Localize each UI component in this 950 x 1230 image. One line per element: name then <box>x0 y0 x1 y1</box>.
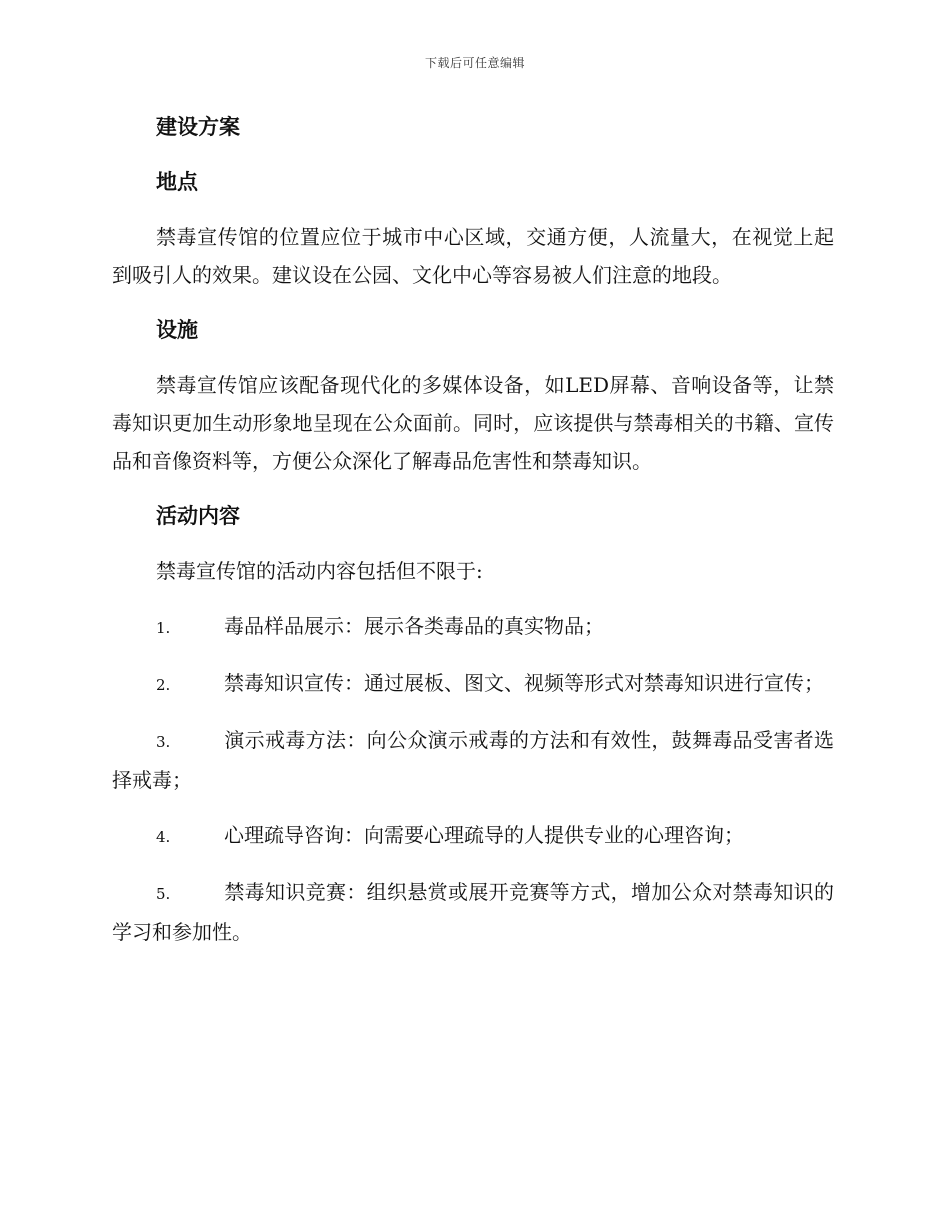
list-item <box>112 721 834 799</box>
facilities-paragraph: 禁毒宣传馆应该配备现代化的多媒体设备，如LED屏幕、音响设备等，让禁毒知识更加生动形象地呈现在公众面前。同时，应该提供与禁毒相关的书籍、宣传品和音像资料等，方便公众深化了解毒品危害性和禁毒知识。 <box>112 373 834 473</box>
list-number: 1. <box>156 619 171 637</box>
list-item <box>112 873 834 951</box>
list-item-text: 禁毒知识竞赛：组织悬赏或展开竞赛等方式，增加公众对禁毒知识的学习和参加性。 <box>112 880 834 944</box>
list-item-text: 演示戒毒方法：向公众演示戒毒的方法和有效性，鼓舞毒品受害者选择戒毒； <box>112 728 834 792</box>
list-number: 5. <box>156 885 171 903</box>
list-item-text: 禁毒知识宣传：通过展板、图文、视频等形式对禁毒知识进行宣传； <box>224 671 824 695</box>
section-heading-location: 地点 <box>156 169 198 194</box>
location-paragraph: 禁毒宣传馆的位置应位于城市中心区域，交通方便，人流量大，在视觉上起到吸引人的效果。建议设在公园、文化中心等容易被人们注意的地段。 <box>112 225 834 287</box>
activities-intro: 禁毒宣传馆的活动内容包括但不限于: <box>156 559 483 583</box>
list-item <box>112 607 834 647</box>
page-header: 下载后可任意编辑 <box>424 56 525 70</box>
document-body <box>112 108 834 968</box>
list-number: 2. <box>156 676 171 694</box>
section-heading-facilities: 设施 <box>156 317 198 342</box>
list-item <box>112 816 834 856</box>
list-number: 4. <box>156 828 171 846</box>
list-item <box>112 664 834 704</box>
list-item-text: 毒品样品展示：展示各类毒品的真实物品； <box>224 614 604 638</box>
list-number: 3. <box>156 733 171 751</box>
list-item-text: 心理疏导咨询：向需要心理疏导的人提供专业的心理咨询； <box>224 823 744 847</box>
section-title-construction-plan: 建设方案 <box>156 114 240 139</box>
section-heading-activities: 活动内容 <box>156 503 240 528</box>
